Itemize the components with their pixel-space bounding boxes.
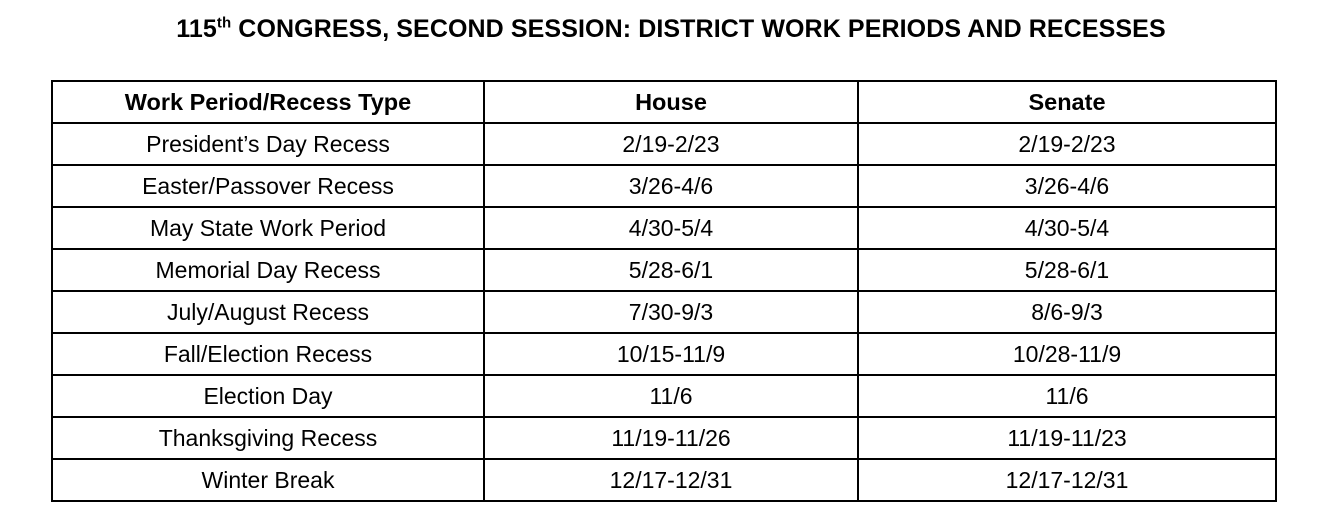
cell-work-period-type: July/August Recess	[52, 291, 484, 333]
cell-house-dates: 3/26-4/6	[484, 165, 858, 207]
cell-senate-dates: 3/26-4/6	[858, 165, 1276, 207]
table-row	[52, 333, 1276, 375]
table-row	[52, 291, 1276, 333]
cell-senate-dates: 2/19-2/23	[858, 123, 1276, 165]
cell-house-dates: 10/15-11/9	[484, 333, 858, 375]
cell-work-period-type: May State Work Period	[52, 207, 484, 249]
cell-work-period-type: Fall/Election Recess	[52, 333, 484, 375]
cell-senate-dates: 11/6	[858, 375, 1276, 417]
column-header-senate: Senate	[858, 81, 1276, 123]
page-title	[0, 14, 1342, 44]
cell-house-dates: 11/6	[484, 375, 858, 417]
cell-senate-dates: 12/17-12/31	[858, 459, 1276, 501]
cell-senate-dates: 8/6-9/3	[858, 291, 1276, 333]
cell-work-period-type: Winter Break	[52, 459, 484, 501]
cell-house-dates: 2/19-2/23	[484, 123, 858, 165]
table-row	[52, 417, 1276, 459]
cell-house-dates: 5/28-6/1	[484, 249, 858, 291]
column-header-house: House	[484, 81, 858, 123]
cell-house-dates: 7/30-9/3	[484, 291, 858, 333]
cell-house-dates: 4/30-5/4	[484, 207, 858, 249]
table-header	[52, 81, 1276, 123]
table-row	[52, 459, 1276, 501]
table-row	[52, 375, 1276, 417]
cell-work-period-type: Election Day	[52, 375, 484, 417]
title-ordinal-suffix: th	[216, 14, 232, 32]
cell-house-dates: 11/19-11/26	[484, 417, 858, 459]
table-header-row	[52, 81, 1276, 123]
table-body	[52, 123, 1276, 501]
title-text: CONGRESS, SECOND SESSION: DISTRICT WORK PERIODS AND RECESSES	[231, 15, 1166, 43]
table-row	[52, 165, 1276, 207]
cell-work-period-type: Thanksgiving Recess	[52, 417, 484, 459]
cell-senate-dates: 10/28-11/9	[858, 333, 1276, 375]
cell-house-dates: 12/17-12/31	[484, 459, 858, 501]
title-number: 115	[176, 15, 217, 43]
table-row	[52, 207, 1276, 249]
cell-work-period-type: President’s Day Recess	[52, 123, 484, 165]
cell-work-period-type: Easter/Passover Recess	[52, 165, 484, 207]
congress-schedule-table	[51, 80, 1277, 502]
table-row	[52, 123, 1276, 165]
cell-senate-dates: 4/30-5/4	[858, 207, 1276, 249]
cell-work-period-type: Memorial Day Recess	[52, 249, 484, 291]
cell-senate-dates: 5/28-6/1	[858, 249, 1276, 291]
column-header-work-period-type: Work Period/Recess Type	[52, 81, 484, 123]
cell-senate-dates: 11/19-11/23	[858, 417, 1276, 459]
table-row	[52, 249, 1276, 291]
